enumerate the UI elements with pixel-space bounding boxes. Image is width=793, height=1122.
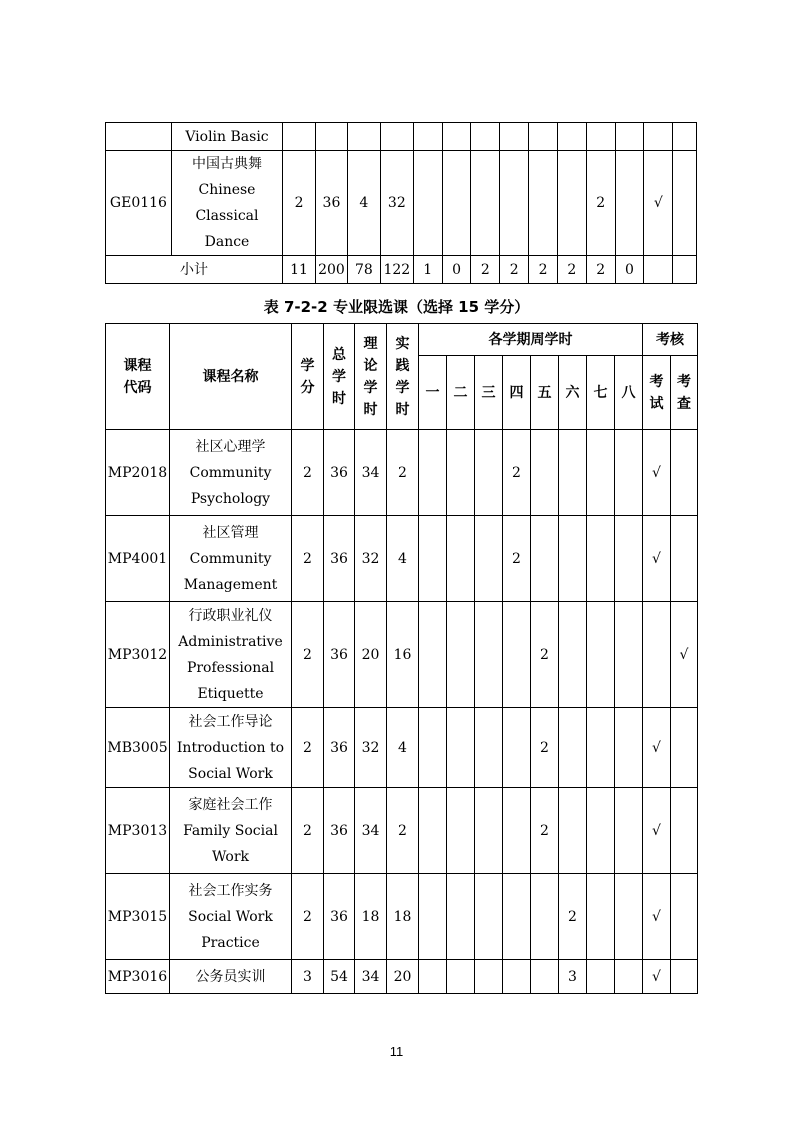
subtotal-cell: 2 [471, 256, 500, 284]
header-text: 考查 [677, 373, 691, 412]
total-hours-cell: 36 [324, 602, 355, 708]
header-semester-3: 三 [475, 356, 503, 430]
header-text: 理论学时 [363, 335, 378, 418]
empty-cell [673, 123, 697, 151]
semester-cell: 3 [559, 960, 587, 994]
semester-cell [615, 788, 643, 874]
header-check [671, 356, 698, 430]
subtotal-cell: 122 [380, 256, 413, 284]
semester-cell [447, 788, 475, 874]
table-row [106, 516, 698, 602]
semester-cell: 2 [531, 708, 559, 788]
theory-hours-cell: 18 [355, 874, 387, 960]
empty-cell [529, 123, 558, 151]
course-code-cell: MP3012 [106, 602, 170, 708]
empty-cell [644, 123, 673, 151]
credit-cell: 2 [292, 708, 324, 788]
semester-cell [503, 960, 531, 994]
total-hours-cell: 54 [324, 960, 355, 994]
name-line: 社会工作导论 [188, 713, 273, 730]
practice-hours-cell: 18 [387, 874, 419, 960]
table-row [106, 602, 698, 708]
exam-cell: √ [643, 874, 671, 960]
course-name-cell [171, 151, 282, 256]
course-name-cell [170, 874, 292, 960]
header-course-code [106, 324, 170, 430]
check-cell [671, 874, 698, 960]
name-line: Community [189, 464, 272, 481]
total-hours-cell: 36 [316, 151, 348, 256]
subtotal-cell: 1 [413, 256, 442, 284]
name-line: Work [211, 848, 250, 865]
theory-hours-cell: 34 [355, 960, 387, 994]
table-row [106, 430, 698, 516]
theory-hours-cell: 4 [347, 151, 380, 256]
name-line: Professional [186, 659, 275, 676]
semester-cell [442, 151, 471, 256]
name-line: 社会工作实务 [188, 882, 273, 899]
course-code-cell: MP3013 [106, 788, 170, 874]
credit-cell: 2 [292, 788, 324, 874]
course-code-cell: MP3016 [106, 960, 170, 994]
course-code-cell [106, 123, 172, 151]
semester-cell [419, 602, 447, 708]
semester-cell [419, 708, 447, 788]
semester-cell [587, 708, 615, 788]
subtotal-label: 小计 [106, 256, 283, 284]
header-text: 总学时 [332, 346, 346, 407]
semester-cell [413, 151, 442, 256]
semester-cell [503, 602, 531, 708]
table-row [106, 960, 698, 994]
empty-cell [380, 123, 413, 151]
course-code-cell: GE0116 [106, 151, 172, 256]
semester-cell [587, 874, 615, 960]
semester-cell [615, 960, 643, 994]
header-text: 实践学时 [395, 335, 410, 418]
semester-cell [475, 602, 503, 708]
total-hours-cell: 36 [324, 708, 355, 788]
table-row [106, 788, 698, 874]
semester-cell: 2 [531, 602, 559, 708]
exam-cell: √ [643, 788, 671, 874]
semester-cell: 2 [503, 430, 531, 516]
practice-hours-cell: 16 [387, 602, 419, 708]
header-assess-group: 考核 [643, 324, 698, 356]
name-line: Community [189, 550, 272, 567]
semester-cell [559, 708, 587, 788]
credit-cell: 2 [292, 602, 324, 708]
subtotal-cell: 2 [529, 256, 558, 284]
semester-cell [531, 516, 559, 602]
header-semester-7: 七 [587, 356, 615, 430]
semester-cell [587, 516, 615, 602]
course-name-cell [170, 430, 292, 516]
name-line: Classical Dance [195, 208, 259, 250]
subtotal-cell [644, 256, 673, 284]
header-exam [643, 356, 671, 430]
subtotal-cell: 2 [500, 256, 529, 284]
semester-cell [419, 960, 447, 994]
theory-hours-cell: 32 [355, 516, 387, 602]
semester-cell [447, 516, 475, 602]
header-semester-4: 四 [503, 356, 531, 430]
total-hours-cell: 36 [324, 788, 355, 874]
semester-cell [419, 874, 447, 960]
semester-cell [475, 874, 503, 960]
header-row [106, 324, 698, 356]
course-name-cell [170, 516, 292, 602]
credit-cell: 2 [292, 516, 324, 602]
semester-cell [615, 708, 643, 788]
theory-hours-cell: 20 [355, 602, 387, 708]
header-course-name: 课程名称 [170, 324, 292, 430]
table-row [106, 151, 697, 256]
semester-cell [475, 708, 503, 788]
total-hours-cell: 36 [324, 874, 355, 960]
check-cell [671, 960, 698, 994]
elective-course-table [105, 323, 698, 994]
table-row [106, 708, 698, 788]
check-cell [671, 430, 698, 516]
header-semesters-group: 各学期周学时 [419, 324, 643, 356]
semester-cell [587, 430, 615, 516]
name-line: Etiquette [197, 685, 264, 702]
empty-cell [442, 123, 471, 151]
semester-cell [503, 874, 531, 960]
header-text: 考试 [649, 373, 664, 412]
semester-cell [475, 960, 503, 994]
semester-cell [447, 708, 475, 788]
header-credit [292, 324, 324, 430]
course-name-cell [170, 960, 292, 994]
empty-cell [413, 123, 442, 151]
credit-cell: 2 [292, 430, 324, 516]
course-name-cell: Violin Basic [171, 123, 282, 151]
exam-cell: √ [643, 430, 671, 516]
empty-cell [471, 123, 500, 151]
credit-cell: 2 [283, 151, 316, 256]
empty-cell [500, 123, 529, 151]
theory-hours-cell: 34 [355, 430, 387, 516]
practice-hours-cell: 2 [387, 788, 419, 874]
practice-hours-cell: 4 [387, 516, 419, 602]
name-line: Practice [201, 934, 260, 951]
semester-cell [419, 430, 447, 516]
semester-cell [559, 788, 587, 874]
check-cell [671, 788, 698, 874]
semester-cell [447, 874, 475, 960]
name-line: Family Social [183, 822, 278, 839]
course-code-cell: MP4001 [106, 516, 170, 602]
header-semester-5: 五 [531, 356, 559, 430]
semester-cell: 2 [559, 874, 587, 960]
check-cell [671, 516, 698, 602]
semester-cell [531, 430, 559, 516]
empty-cell [586, 123, 615, 151]
empty-cell [347, 123, 380, 151]
name-line: Social Work [188, 908, 273, 925]
header-theory-hours [355, 324, 387, 430]
empty-cell [283, 123, 316, 151]
table-row [106, 123, 697, 151]
name-line: Management [183, 576, 278, 593]
semester-cell [500, 151, 529, 256]
exam-cell: √ [643, 708, 671, 788]
subtotal-cell: 78 [347, 256, 380, 284]
name-line: 中国古典舞 [191, 156, 262, 172]
semester-cell [615, 602, 643, 708]
subtotal-row [106, 256, 697, 284]
semester-cell: 2 [586, 151, 615, 256]
theory-hours-cell: 32 [355, 708, 387, 788]
check-cell [671, 708, 698, 788]
semester-cell [615, 151, 644, 256]
name-line: 社区心理学 [195, 438, 266, 455]
exam-cell: √ [643, 516, 671, 602]
semester-cell [475, 430, 503, 516]
practice-hours-cell: 32 [380, 151, 413, 256]
empty-cell [557, 123, 586, 151]
subtotal-cell: 2 [557, 256, 586, 284]
semester-cell [475, 788, 503, 874]
semester-cell [531, 874, 559, 960]
semester-cell [531, 960, 559, 994]
empty-cell [615, 123, 644, 151]
header-semester-6: 六 [559, 356, 587, 430]
semester-cell [615, 874, 643, 960]
header-semester-1: 一 [419, 356, 447, 430]
name-line: 家庭社会工作 [188, 796, 273, 813]
header-text: 课程代码 [123, 357, 152, 396]
header-semester-2: 二 [447, 356, 475, 430]
semester-cell [471, 151, 500, 256]
course-code-cell: MP3015 [106, 874, 170, 960]
total-hours-cell: 36 [324, 516, 355, 602]
header-semester-8: 八 [615, 356, 643, 430]
course-code-cell: MB3005 [106, 708, 170, 788]
total-hours-cell: 36 [324, 430, 355, 516]
semester-cell [557, 151, 586, 256]
semester-cell [419, 788, 447, 874]
semester-cell [419, 516, 447, 602]
page-number: 11 [389, 1044, 404, 1059]
course-name-cell [170, 708, 292, 788]
name-line: 公务员实训 [195, 968, 266, 985]
table-caption: 表 7-2-2 专业限选课（选择 15 学分） [263, 298, 530, 316]
semester-cell [503, 788, 531, 874]
name-line: Psychology [190, 490, 271, 507]
practice-hours-cell: 20 [387, 960, 419, 994]
exam-cell [643, 602, 671, 708]
subtotal-cell [673, 256, 697, 284]
semester-cell [503, 708, 531, 788]
name-line: 行政职业礼仪 [188, 607, 273, 624]
table-row [106, 874, 698, 960]
subtotal-cell: 11 [283, 256, 316, 284]
practice-hours-cell: 4 [387, 708, 419, 788]
theory-hours-cell: 34 [355, 788, 387, 874]
course-code-cell: MP2018 [106, 430, 170, 516]
semester-cell [587, 788, 615, 874]
course-name-cell [170, 602, 292, 708]
subtotal-cell: 200 [316, 256, 348, 284]
header-total-hours [324, 324, 355, 430]
credit-cell: 3 [292, 960, 324, 994]
semester-cell: 2 [503, 516, 531, 602]
subtotal-cell: 2 [586, 256, 615, 284]
semester-cell [447, 430, 475, 516]
semester-cell [447, 602, 475, 708]
semester-cell [475, 516, 503, 602]
subtotal-cell: 0 [615, 256, 644, 284]
exam-cell: √ [644, 151, 673, 256]
semester-cell [559, 602, 587, 708]
semester-cell [447, 960, 475, 994]
top-table-continuation [105, 122, 697, 284]
empty-cell [316, 123, 348, 151]
credit-cell: 2 [292, 874, 324, 960]
semester-cell [559, 430, 587, 516]
subtotal-cell: 0 [442, 256, 471, 284]
name-line: 社区管理 [202, 524, 259, 541]
practice-hours-cell: 2 [387, 430, 419, 516]
check-cell [673, 151, 697, 256]
check-cell: √ [671, 602, 698, 708]
semester-cell [615, 430, 643, 516]
header-practice-hours [387, 324, 419, 430]
semester-cell [615, 516, 643, 602]
semester-cell: 2 [531, 788, 559, 874]
name-line: Administrative [178, 633, 283, 650]
name-line: Chinese [198, 182, 256, 198]
name-line: Social Work [188, 765, 273, 782]
semester-cell [587, 960, 615, 994]
semester-cell [529, 151, 558, 256]
semester-cell [559, 516, 587, 602]
exam-cell: √ [643, 960, 671, 994]
header-text: 学分 [300, 357, 315, 396]
course-name-cell [170, 788, 292, 874]
semester-cell [587, 602, 615, 708]
name-line: Introduction to [176, 739, 285, 756]
